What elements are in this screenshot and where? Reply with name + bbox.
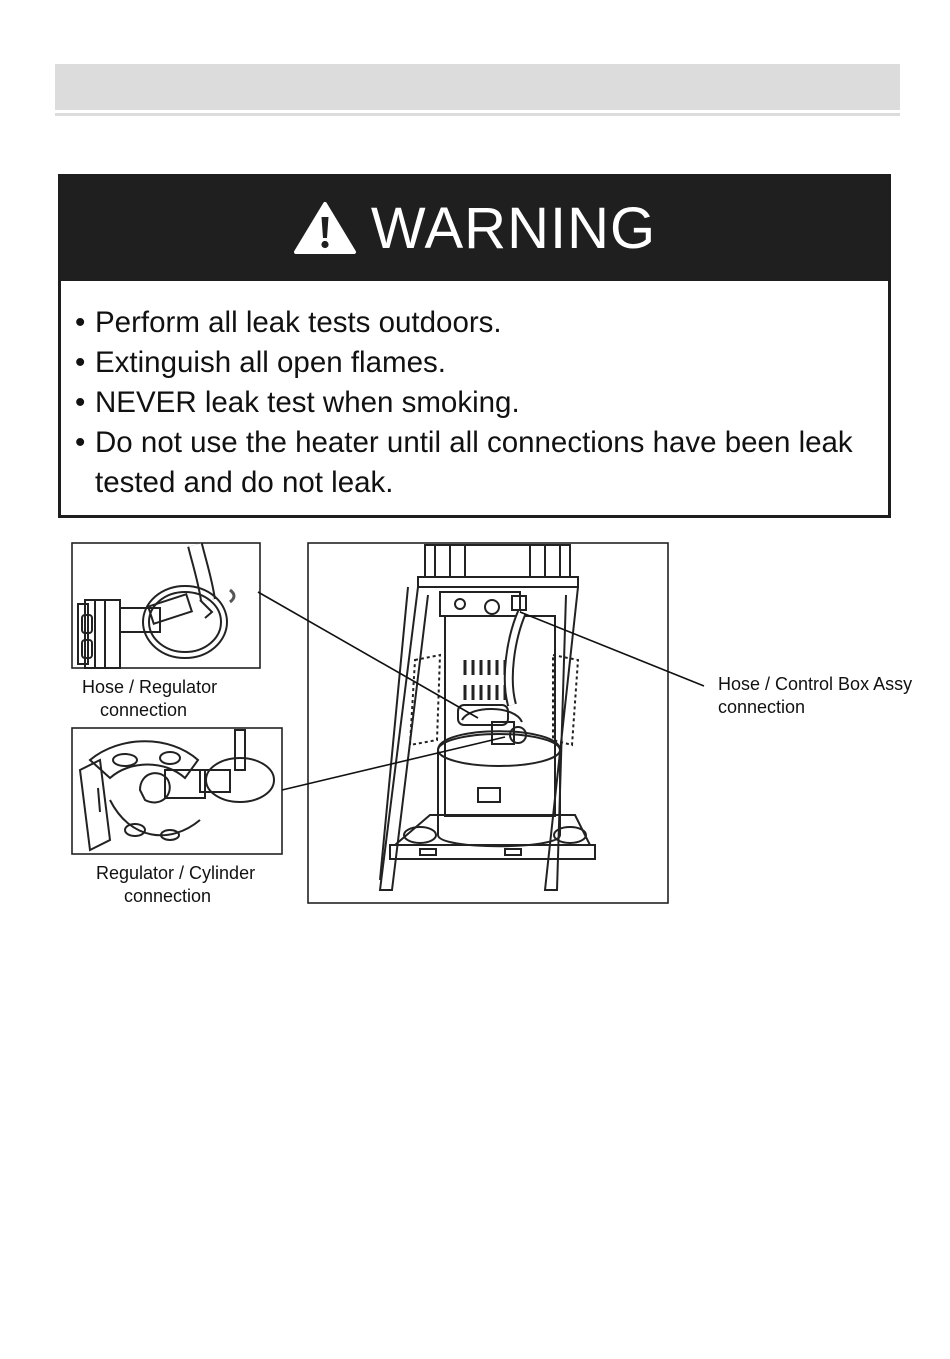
warning-item: • NEVER leak test when smoking. [75, 383, 878, 423]
callout-line: Regulator / Cylinder [96, 863, 256, 883]
warning-item: • Extinguish all open flames. [75, 343, 878, 383]
warning-item: • Perform all leak tests outdoors. [75, 303, 878, 343]
heater-base-panel [308, 543, 668, 903]
callout-line: connection [718, 697, 806, 717]
callout-hose-regulator [82, 676, 217, 722]
callout-regulator-cylinder [96, 862, 255, 908]
warning-item: • Do not use the heater until all connections have been leak tested and do not leak. [75, 423, 878, 503]
callout-line: connection [100, 700, 188, 720]
hose-regulator-detail-drawing [78, 545, 234, 668]
callout-line: Hose / Control Box Assy [718, 674, 913, 694]
callout-hose-control-box [718, 673, 912, 719]
detail-panel-hose-regulator [72, 543, 260, 668]
callout-line: connection [124, 886, 212, 906]
regulator-cylinder-detail-drawing [80, 730, 274, 850]
heater-base-drawing [380, 545, 595, 890]
callout-line: Hose / Regulator [82, 677, 218, 697]
warning-title: WARNING [370, 196, 657, 261]
